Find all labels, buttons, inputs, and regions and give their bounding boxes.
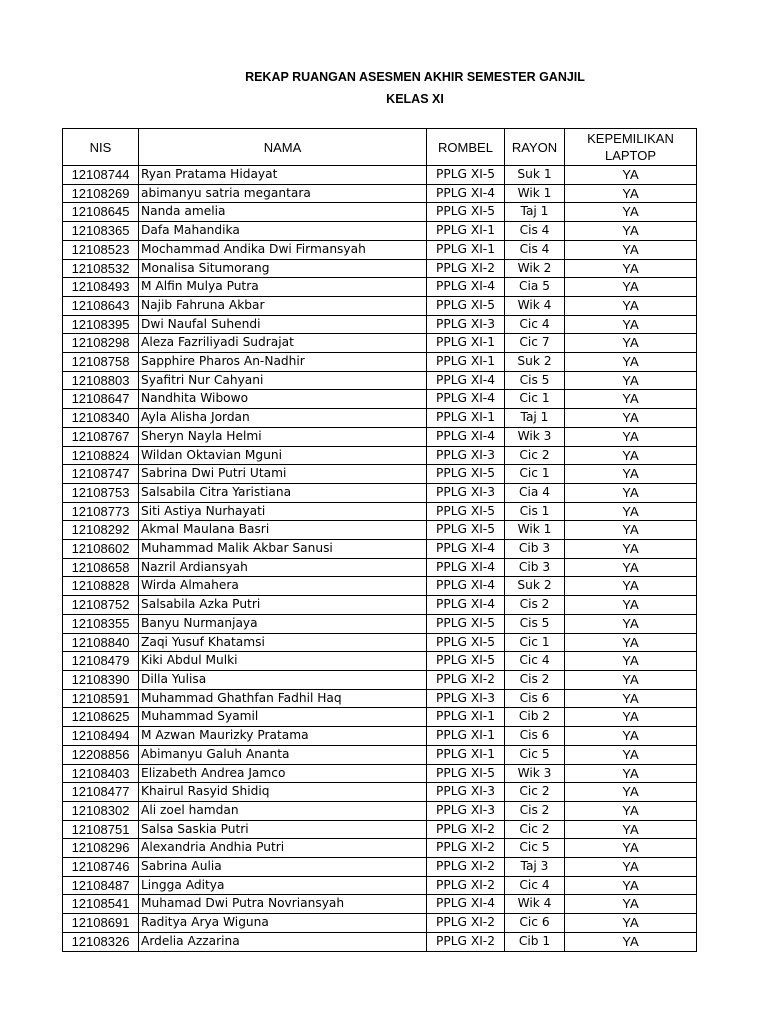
cell-laptop: YA xyxy=(565,540,697,559)
cell-laptop: YA xyxy=(565,652,697,671)
cell-nis: 12108744 xyxy=(63,166,139,185)
cell-nis: 12108494 xyxy=(63,727,139,746)
header-rombel: ROMBEL xyxy=(427,129,505,166)
cell-nama: Ryan Pratama Hidayat xyxy=(139,166,427,185)
table-row xyxy=(63,727,697,746)
cell-rombel: PPLG XI-1 xyxy=(427,353,505,372)
cell-nis: 12108645 xyxy=(63,203,139,222)
cell-rombel: PPLG XI-3 xyxy=(427,446,505,465)
cell-nama: Sabrina Aulia xyxy=(139,858,427,877)
table-row xyxy=(63,521,697,540)
table-row xyxy=(63,895,697,914)
cell-rombel: PPLG XI-4 xyxy=(427,895,505,914)
cell-laptop: YA xyxy=(565,558,697,577)
cell-nis: 12108647 xyxy=(63,390,139,409)
cell-rayon: Cib 1 xyxy=(505,932,565,951)
cell-rombel: PPLG XI-4 xyxy=(427,596,505,615)
cell-rombel: PPLG XI-1 xyxy=(427,727,505,746)
table-row xyxy=(63,296,697,315)
table-row xyxy=(63,708,697,727)
cell-nama: Akmal Maulana Basri xyxy=(139,521,427,540)
table-row xyxy=(63,914,697,933)
cell-nis: 12108643 xyxy=(63,296,139,315)
table-row xyxy=(63,801,697,820)
cell-laptop: YA xyxy=(565,745,697,764)
table-row xyxy=(63,670,697,689)
cell-nama: Salsabila Citra Yaristiana xyxy=(139,483,427,502)
cell-nis: 12108477 xyxy=(63,783,139,802)
cell-rombel: PPLG XI-2 xyxy=(427,858,505,877)
cell-rombel: PPLG XI-5 xyxy=(427,203,505,222)
cell-nis: 12108758 xyxy=(63,353,139,372)
cell-rombel: PPLG XI-5 xyxy=(427,166,505,185)
cell-nama: Wildan Oktavian Mguni xyxy=(139,446,427,465)
cell-nis: 12108541 xyxy=(63,895,139,914)
table-row xyxy=(63,540,697,559)
cell-nama: Nanda amelia xyxy=(139,203,427,222)
cell-nis: 12108751 xyxy=(63,820,139,839)
cell-laptop: YA xyxy=(565,708,697,727)
header-kepemilikan-laptop: KEPEMILIKAN LAPTOP xyxy=(565,129,697,166)
cell-nis: 12108292 xyxy=(63,521,139,540)
cell-nama: Muhammad Ghathfan Fadhil Haq xyxy=(139,689,427,708)
cell-nama: Dilla Yulisa xyxy=(139,670,427,689)
table-row xyxy=(63,633,697,652)
cell-nama: Khairul Rasyid Shidiq xyxy=(139,783,427,802)
table-row xyxy=(63,932,697,951)
cell-rayon: Cic 2 xyxy=(505,446,565,465)
cell-rayon: Wik 1 xyxy=(505,184,565,203)
cell-nama: Aleza Fazriliyadi Sudrajat xyxy=(139,334,427,353)
cell-nis: 12108403 xyxy=(63,764,139,783)
cell-rayon: Cic 5 xyxy=(505,839,565,858)
cell-nama: Dafa Mahandika xyxy=(139,222,427,241)
table-row xyxy=(63,409,697,428)
cell-rombel: PPLG XI-1 xyxy=(427,334,505,353)
table-row xyxy=(63,427,697,446)
cell-nis: 12108493 xyxy=(63,278,139,297)
table-header-row xyxy=(63,129,697,166)
cell-nis: 12108803 xyxy=(63,371,139,390)
cell-nama: Alexandria Andhia Putri xyxy=(139,839,427,858)
cell-nama: Ardelia Azzarina xyxy=(139,932,427,951)
cell-rayon: Cib 3 xyxy=(505,558,565,577)
cell-laptop: YA xyxy=(565,371,697,390)
cell-rombel: PPLG XI-2 xyxy=(427,932,505,951)
cell-rombel: PPLG XI-3 xyxy=(427,783,505,802)
cell-nis: 12108479 xyxy=(63,652,139,671)
cell-rayon: Wik 3 xyxy=(505,427,565,446)
cell-rombel: PPLG XI-2 xyxy=(427,820,505,839)
table-row xyxy=(63,689,697,708)
cell-nama: Salsa Saskia Putri xyxy=(139,820,427,839)
cell-rayon: Wik 3 xyxy=(505,764,565,783)
cell-rombel: PPLG XI-5 xyxy=(427,296,505,315)
cell-laptop: YA xyxy=(565,858,697,877)
cell-rayon: Cis 2 xyxy=(505,801,565,820)
table-row xyxy=(63,614,697,633)
cell-rombel: PPLG XI-2 xyxy=(427,876,505,895)
table-body xyxy=(63,166,697,952)
cell-laptop: YA xyxy=(565,465,697,484)
cell-laptop: YA xyxy=(565,315,697,334)
cell-rayon: Cib 2 xyxy=(505,708,565,727)
cell-rayon: Cic 4 xyxy=(505,652,565,671)
cell-laptop: YA xyxy=(565,334,697,353)
cell-nis: 12108840 xyxy=(63,633,139,652)
cell-laptop: YA xyxy=(565,596,697,615)
cell-nama: Wirda Almahera xyxy=(139,577,427,596)
cell-nama: Siti Astiya Nurhayati xyxy=(139,502,427,521)
cell-nis: 12108298 xyxy=(63,334,139,353)
table-row xyxy=(63,745,697,764)
header-nama: NAMA xyxy=(139,129,427,166)
cell-nis: 12108340 xyxy=(63,409,139,428)
cell-rombel: PPLG XI-4 xyxy=(427,558,505,577)
cell-rombel: PPLG XI-4 xyxy=(427,390,505,409)
table-row xyxy=(63,558,697,577)
table-row xyxy=(63,483,697,502)
cell-nama: M Alfin Mulya Putra xyxy=(139,278,427,297)
cell-rombel: PPLG XI-2 xyxy=(427,670,505,689)
cell-laptop: YA xyxy=(565,222,697,241)
cell-rayon: Cic 2 xyxy=(505,820,565,839)
cell-nis: 12108591 xyxy=(63,689,139,708)
cell-laptop: YA xyxy=(565,259,697,278)
cell-laptop: YA xyxy=(565,895,697,914)
cell-nama: Raditya Arya Wiguna xyxy=(139,914,427,933)
cell-rayon: Suk 1 xyxy=(505,166,565,185)
table-row xyxy=(63,390,697,409)
cell-nis: 12108355 xyxy=(63,614,139,633)
cell-rombel: PPLG XI-5 xyxy=(427,652,505,671)
cell-rayon: Taj 1 xyxy=(505,203,565,222)
cell-laptop: YA xyxy=(565,801,697,820)
cell-rayon: Cis 4 xyxy=(505,240,565,259)
table-row xyxy=(63,353,697,372)
cell-laptop: YA xyxy=(565,184,697,203)
cell-laptop: YA xyxy=(565,427,697,446)
cell-laptop: YA xyxy=(565,446,697,465)
cell-rombel: PPLG XI-4 xyxy=(427,278,505,297)
cell-laptop: YA xyxy=(565,670,697,689)
cell-rombel: PPLG XI-1 xyxy=(427,409,505,428)
cell-rayon: Cic 1 xyxy=(505,390,565,409)
cell-nis: 12108602 xyxy=(63,540,139,559)
cell-rombel: PPLG XI-4 xyxy=(427,184,505,203)
cell-rombel: PPLG XI-4 xyxy=(427,427,505,446)
table-row xyxy=(63,278,697,297)
cell-nis: 12108753 xyxy=(63,483,139,502)
table-row xyxy=(63,577,697,596)
document-title: REKAP RUANGAN ASESMEN AKHIR SEMESTER GANJIL xyxy=(245,70,585,84)
cell-rayon: Cib 3 xyxy=(505,540,565,559)
cell-nis: 12108752 xyxy=(63,596,139,615)
cell-laptop: YA xyxy=(565,914,697,933)
cell-nis: 12108828 xyxy=(63,577,139,596)
cell-rombel: PPLG XI-5 xyxy=(427,521,505,540)
cell-laptop: YA xyxy=(565,689,697,708)
cell-rayon: Wik 4 xyxy=(505,895,565,914)
cell-laptop: YA xyxy=(565,483,697,502)
table-row xyxy=(63,371,697,390)
table-row xyxy=(63,783,697,802)
cell-laptop: YA xyxy=(565,390,697,409)
cell-rombel: PPLG XI-1 xyxy=(427,708,505,727)
cell-rayon: Cic 7 xyxy=(505,334,565,353)
cell-rombel: PPLG XI-1 xyxy=(427,222,505,241)
cell-laptop: YA xyxy=(565,502,697,521)
table-row xyxy=(63,858,697,877)
cell-rayon: Cic 1 xyxy=(505,633,565,652)
cell-nama: Sapphire Pharos An-Nadhir xyxy=(139,353,427,372)
cell-nama: Nazril Ardiansyah xyxy=(139,558,427,577)
cell-nama: abimanyu satria megantara xyxy=(139,184,427,203)
cell-nama: Elizabeth Andrea Jamco xyxy=(139,764,427,783)
cell-laptop: YA xyxy=(565,614,697,633)
table-row xyxy=(63,446,697,465)
table-row xyxy=(63,334,697,353)
cell-laptop: YA xyxy=(565,577,697,596)
cell-rayon: Cia 5 xyxy=(505,278,565,297)
header-nis: NIS xyxy=(63,129,139,166)
table-row xyxy=(63,240,697,259)
cell-nis: 12108390 xyxy=(63,670,139,689)
cell-laptop: YA xyxy=(565,353,697,372)
cell-rombel: PPLG XI-2 xyxy=(427,839,505,858)
cell-nis: 12108487 xyxy=(63,876,139,895)
cell-nis: 12108746 xyxy=(63,858,139,877)
cell-nama: Syafitri Nur Cahyani xyxy=(139,371,427,390)
cell-rombel: PPLG XI-3 xyxy=(427,483,505,502)
table-row xyxy=(63,166,697,185)
cell-nama: Monalisa Situmorang xyxy=(139,259,427,278)
cell-nama: Salsabila Azka Putri xyxy=(139,596,427,615)
cell-rayon: Cis 6 xyxy=(505,727,565,746)
cell-nama: Muhammad Malik Akbar Sanusi xyxy=(139,540,427,559)
cell-rombel: PPLG XI-4 xyxy=(427,577,505,596)
table-row xyxy=(63,839,697,858)
cell-nis: 12208856 xyxy=(63,745,139,764)
cell-rayon: Cic 4 xyxy=(505,315,565,334)
cell-laptop: YA xyxy=(565,409,697,428)
cell-rayon: Wik 1 xyxy=(505,521,565,540)
cell-nis: 12108395 xyxy=(63,315,139,334)
cell-nis: 12108296 xyxy=(63,839,139,858)
cell-rayon: Cis 1 xyxy=(505,502,565,521)
cell-rayon: Cic 6 xyxy=(505,914,565,933)
cell-rayon: Cis 5 xyxy=(505,614,565,633)
cell-rombel: PPLG XI-2 xyxy=(427,914,505,933)
cell-laptop: YA xyxy=(565,876,697,895)
cell-rombel: PPLG XI-1 xyxy=(427,745,505,764)
cell-nama: Banyu Nurmanjaya xyxy=(139,614,427,633)
cell-laptop: YA xyxy=(565,203,697,222)
cell-nama: Najib Fahruna Akbar xyxy=(139,296,427,315)
table-row xyxy=(63,596,697,615)
cell-nama: Sheryn Nayla Helmi xyxy=(139,427,427,446)
cell-nama: Muhammad Syamil xyxy=(139,708,427,727)
cell-nis: 12108625 xyxy=(63,708,139,727)
cell-rayon: Cis 2 xyxy=(505,670,565,689)
cell-rayon: Suk 2 xyxy=(505,353,565,372)
cell-rayon: Cic 2 xyxy=(505,783,565,802)
cell-nama: Ayla Alisha Jordan xyxy=(139,409,427,428)
cell-laptop: YA xyxy=(565,783,697,802)
table-row xyxy=(63,465,697,484)
cell-nis: 12108365 xyxy=(63,222,139,241)
table-row xyxy=(63,259,697,278)
cell-rayon: Taj 3 xyxy=(505,858,565,877)
cell-rombel: PPLG XI-3 xyxy=(427,315,505,334)
table-row xyxy=(63,184,697,203)
cell-laptop: YA xyxy=(565,820,697,839)
cell-rayon: Cis 5 xyxy=(505,371,565,390)
cell-nis: 12108691 xyxy=(63,914,139,933)
table-row xyxy=(63,203,697,222)
cell-nama: Zaqi Yusuf Khatamsi xyxy=(139,633,427,652)
cell-rayon: Taj 1 xyxy=(505,409,565,428)
cell-rombel: PPLG XI-4 xyxy=(427,371,505,390)
table-row xyxy=(63,764,697,783)
cell-laptop: YA xyxy=(565,296,697,315)
cell-nama: Lingga Aditya xyxy=(139,876,427,895)
cell-laptop: YA xyxy=(565,278,697,297)
cell-rayon: Cic 4 xyxy=(505,876,565,895)
cell-rombel: PPLG XI-5 xyxy=(427,614,505,633)
cell-nis: 12108326 xyxy=(63,932,139,951)
student-room-table xyxy=(62,128,697,952)
cell-laptop: YA xyxy=(565,932,697,951)
cell-nama: Abimanyu Galuh Ananta xyxy=(139,745,427,764)
cell-laptop: YA xyxy=(565,764,697,783)
cell-rombel: PPLG XI-5 xyxy=(427,465,505,484)
cell-rayon: Wik 4 xyxy=(505,296,565,315)
cell-rayon: Cic 5 xyxy=(505,745,565,764)
cell-nis: 12108532 xyxy=(63,259,139,278)
cell-nis: 12108658 xyxy=(63,558,139,577)
cell-laptop: YA xyxy=(565,166,697,185)
table-row xyxy=(63,315,697,334)
table-row xyxy=(63,502,697,521)
cell-nis: 12108773 xyxy=(63,502,139,521)
cell-nis: 12108269 xyxy=(63,184,139,203)
cell-rombel: PPLG XI-3 xyxy=(427,689,505,708)
cell-nama: M Azwan Maurizky Pratama xyxy=(139,727,427,746)
cell-rombel: PPLG XI-4 xyxy=(427,540,505,559)
cell-rombel: PPLG XI-2 xyxy=(427,259,505,278)
cell-nama: Kiki Abdul Mulki xyxy=(139,652,427,671)
cell-nama: Ali zoel hamdan xyxy=(139,801,427,820)
cell-laptop: YA xyxy=(565,633,697,652)
cell-rayon: Suk 2 xyxy=(505,577,565,596)
cell-laptop: YA xyxy=(565,240,697,259)
cell-rayon: Cis 6 xyxy=(505,689,565,708)
cell-rayon: Wik 2 xyxy=(505,259,565,278)
table-row xyxy=(63,820,697,839)
cell-nis: 12108302 xyxy=(63,801,139,820)
table-row xyxy=(63,222,697,241)
cell-rombel: PPLG XI-5 xyxy=(427,764,505,783)
cell-nis: 12108767 xyxy=(63,427,139,446)
cell-rombel: PPLG XI-1 xyxy=(427,240,505,259)
cell-nama: Dwi Naufal Suhendi xyxy=(139,315,427,334)
cell-laptop: YA xyxy=(565,839,697,858)
cell-rayon: Cis 4 xyxy=(505,222,565,241)
cell-laptop: YA xyxy=(565,521,697,540)
cell-nama: Mochammad Andika Dwi Firmansyah xyxy=(139,240,427,259)
table-row xyxy=(63,652,697,671)
cell-nis: 12108747 xyxy=(63,465,139,484)
header-rayon: RAYON xyxy=(505,129,565,166)
document-subtitle: KELAS XI xyxy=(386,92,444,106)
cell-nis: 12108824 xyxy=(63,446,139,465)
cell-rombel: PPLG XI-3 xyxy=(427,801,505,820)
cell-rombel: PPLG XI-5 xyxy=(427,633,505,652)
cell-rayon: Cis 2 xyxy=(505,596,565,615)
cell-rayon: Cic 1 xyxy=(505,465,565,484)
cell-nama: Nandhita Wibowo xyxy=(139,390,427,409)
cell-laptop: YA xyxy=(565,727,697,746)
cell-nama: Muhamad Dwi Putra Novriansyah xyxy=(139,895,427,914)
cell-rayon: Cia 4 xyxy=(505,483,565,502)
table-row xyxy=(63,876,697,895)
cell-nama: Sabrina Dwi Putri Utami xyxy=(139,465,427,484)
cell-nis: 12108523 xyxy=(63,240,139,259)
cell-rombel: PPLG XI-5 xyxy=(427,502,505,521)
